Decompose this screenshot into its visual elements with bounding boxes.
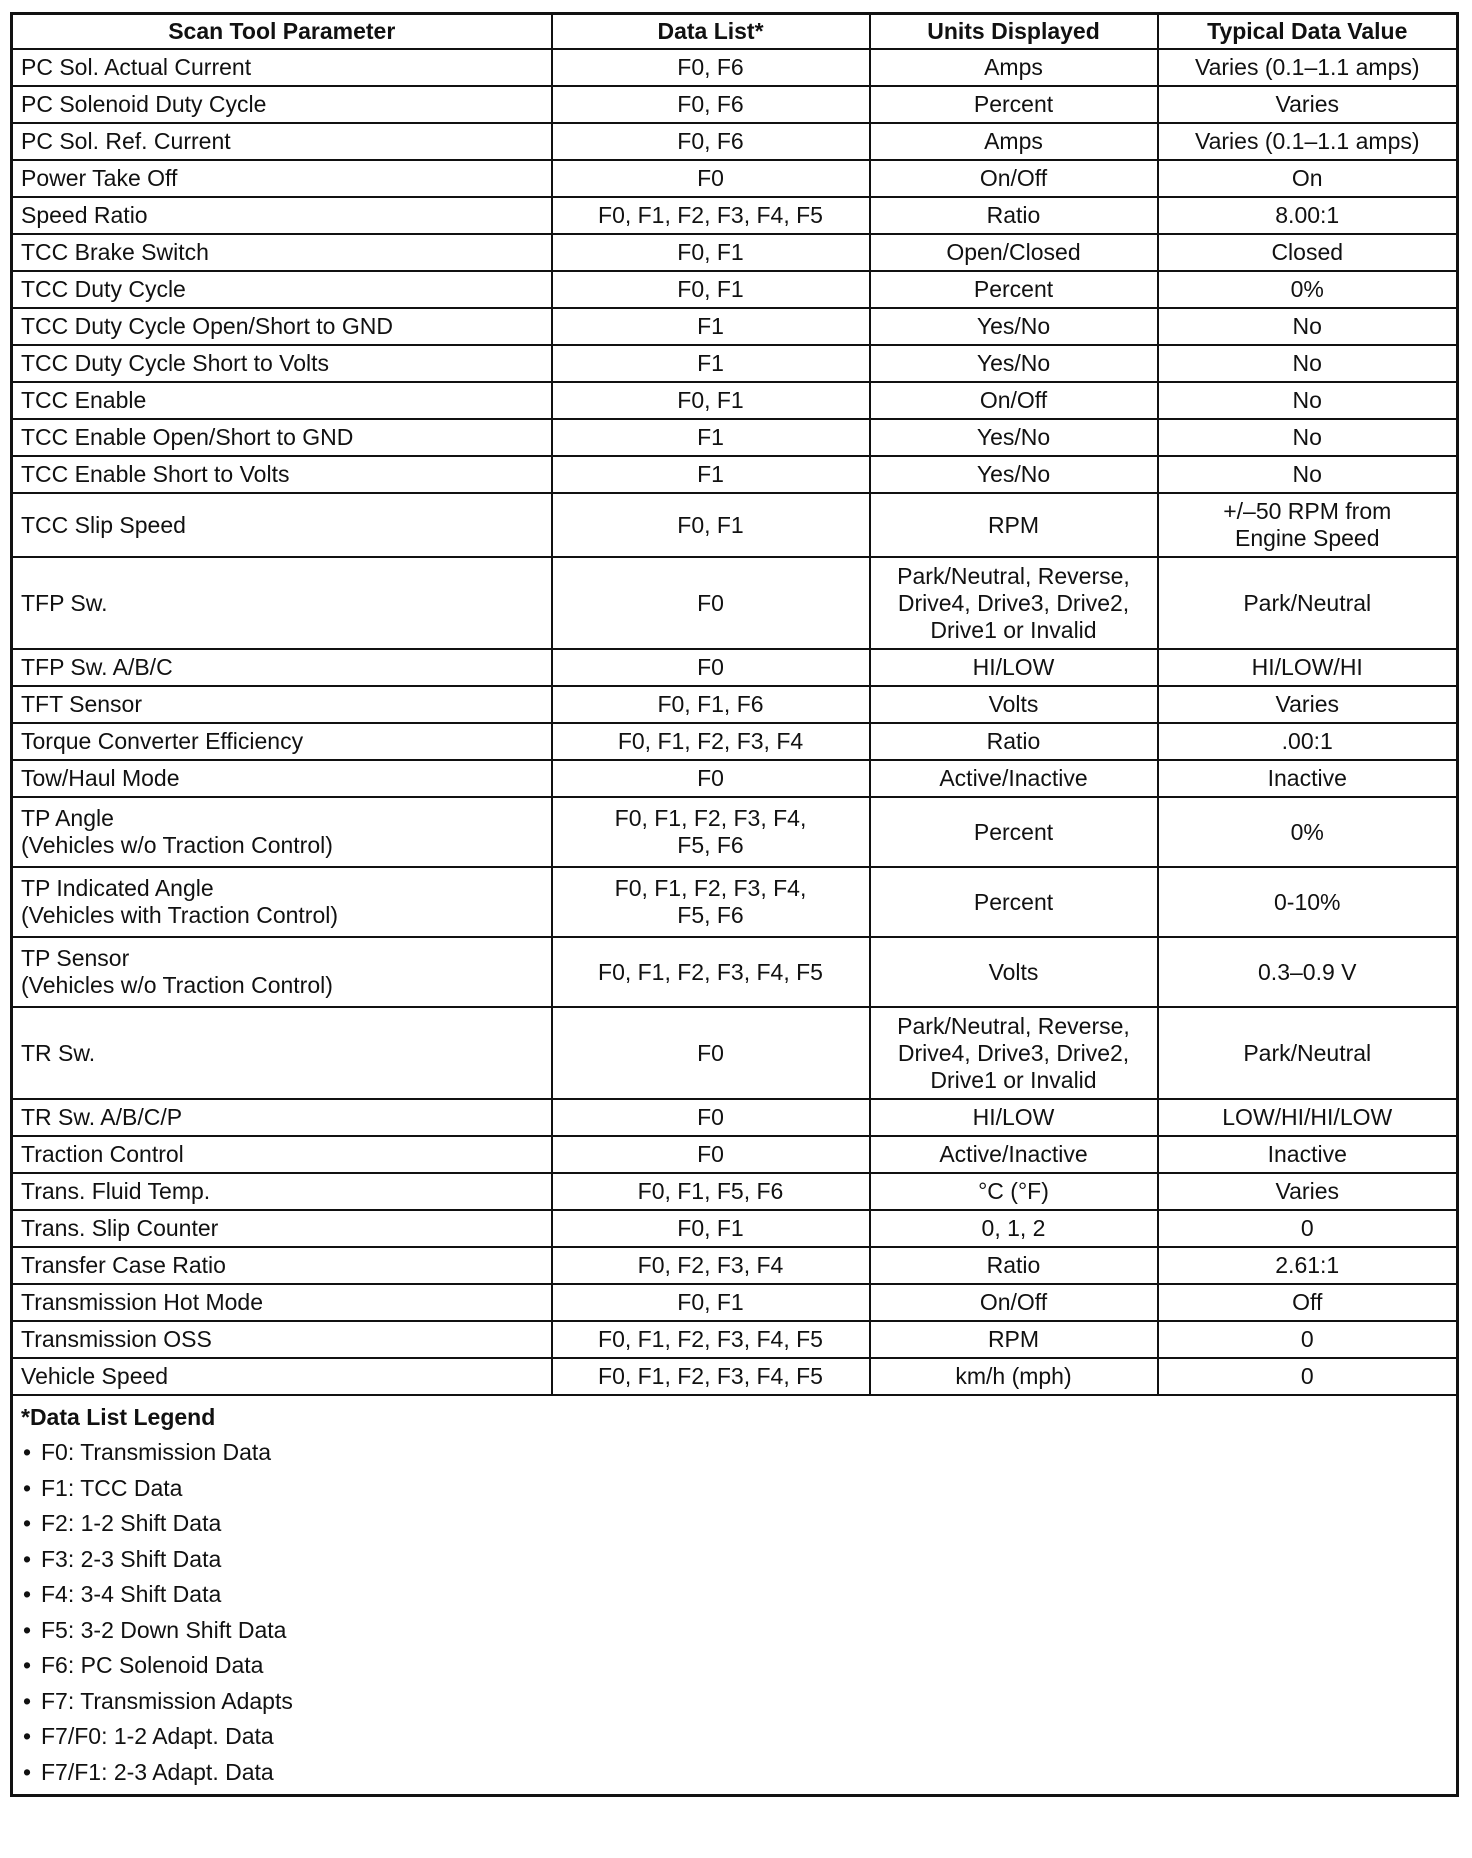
page bbox=[10, 12, 1456, 1797]
parameter-cell: Traction Control bbox=[12, 1136, 552, 1173]
parameter-cell: TCC Enable bbox=[12, 382, 552, 419]
parameter-cell: TR Sw. A/B/C/P bbox=[12, 1099, 552, 1136]
data-list-line: F5, F6 bbox=[677, 902, 744, 928]
parameter-cell: Tow/Haul Mode bbox=[12, 760, 552, 797]
data-list-cell: F0, F1 bbox=[552, 1284, 870, 1321]
table-row bbox=[12, 197, 1458, 234]
scan-tool-parameter-table bbox=[10, 12, 1459, 1797]
units-cell: Volts bbox=[870, 937, 1158, 1007]
table-row bbox=[12, 123, 1458, 160]
legend-item: • F1: TCC Data bbox=[21, 1471, 1448, 1507]
parameter-cell: TCC Duty Cycle Open/Short to GND bbox=[12, 308, 552, 345]
parameter-cell: Transfer Case Ratio bbox=[12, 1247, 552, 1284]
header-data-list: Data List* bbox=[552, 14, 870, 50]
typical-cell: Inactive bbox=[1158, 760, 1458, 797]
typical-cell: 0 bbox=[1158, 1321, 1458, 1358]
data-list-line: F0, F1, F2, F3, F4, bbox=[614, 875, 807, 901]
table-row bbox=[12, 760, 1458, 797]
parameter-cell: TFP Sw. bbox=[12, 557, 552, 649]
typical-cell: 2.61:1 bbox=[1158, 1247, 1458, 1284]
table-row bbox=[12, 1136, 1458, 1173]
header-units: Units Displayed bbox=[870, 14, 1158, 50]
table-row bbox=[12, 493, 1458, 557]
data-list-cell: F0, F1 bbox=[552, 382, 870, 419]
parameter-cell: TCC Duty Cycle bbox=[12, 271, 552, 308]
typical-cell: 0-10% bbox=[1158, 867, 1458, 937]
table-row bbox=[12, 308, 1458, 345]
data-list-cell: F0, F1 bbox=[552, 271, 870, 308]
typical-line: Engine Speed bbox=[1234, 525, 1380, 551]
legend-item: • F5: 3-2 Down Shift Data bbox=[21, 1613, 1448, 1649]
table-row bbox=[12, 797, 1458, 867]
parameter-cell: Vehicle Speed bbox=[12, 1358, 552, 1395]
typical-line: +/–50 RPM from bbox=[1223, 498, 1392, 524]
typical-cell: Varies bbox=[1158, 86, 1458, 123]
table-row bbox=[12, 1007, 1458, 1099]
parameter-cell: Torque Converter Efficiency bbox=[12, 723, 552, 760]
header-row bbox=[12, 14, 1458, 50]
typical-cell: Closed bbox=[1158, 234, 1458, 271]
table-row bbox=[12, 686, 1458, 723]
units-cell: Yes/No bbox=[870, 419, 1158, 456]
parameter-cell: TCC Duty Cycle Short to Volts bbox=[12, 345, 552, 382]
legend-cell bbox=[12, 1395, 1458, 1796]
table-row bbox=[12, 419, 1458, 456]
typical-cell: 0% bbox=[1158, 271, 1458, 308]
units-cell: Percent bbox=[870, 86, 1158, 123]
data-list-cell: F0 bbox=[552, 1136, 870, 1173]
data-list-cell: F1 bbox=[552, 419, 870, 456]
table-row bbox=[12, 649, 1458, 686]
units-cell: 0, 1, 2 bbox=[870, 1210, 1158, 1247]
typical-cell: LOW/HI/HI/LOW bbox=[1158, 1099, 1458, 1136]
parameter-cell: PC Sol. Ref. Current bbox=[12, 123, 552, 160]
table-row bbox=[12, 49, 1458, 86]
parameter-note: (Vehicles w/o Traction Control) bbox=[21, 832, 333, 858]
data-list-cell: F1 bbox=[552, 308, 870, 345]
data-list-cell: F0, F1, F6 bbox=[552, 686, 870, 723]
typical-cell: HI/LOW/HI bbox=[1158, 649, 1458, 686]
parameter-cell bbox=[12, 937, 552, 1007]
parameter-cell: Transmission Hot Mode bbox=[12, 1284, 552, 1321]
table-row bbox=[12, 345, 1458, 382]
data-list-cell: F1 bbox=[552, 345, 870, 382]
legend-item: • F7: Transmission Adapts bbox=[21, 1684, 1448, 1720]
units-cell bbox=[870, 1007, 1158, 1099]
units-cell: Ratio bbox=[870, 197, 1158, 234]
data-list-cell: F0 bbox=[552, 649, 870, 686]
data-list-cell: F1 bbox=[552, 456, 870, 493]
parameter-line: TP Angle bbox=[21, 805, 114, 831]
parameter-cell: TR Sw. bbox=[12, 1007, 552, 1099]
typical-cell: Park/Neutral bbox=[1158, 1007, 1458, 1099]
units-line: Drive4, Drive3, Drive2, bbox=[897, 589, 1130, 616]
table-row bbox=[12, 1247, 1458, 1284]
parameter-note: (Vehicles with Traction Control) bbox=[21, 902, 339, 928]
data-list-cell bbox=[552, 797, 870, 867]
units-cell: Open/Closed bbox=[870, 234, 1158, 271]
parameter-cell: TFP Sw. A/B/C bbox=[12, 649, 552, 686]
legend-item: • F7/F0: 1-2 Adapt. Data bbox=[21, 1719, 1448, 1755]
data-list-cell: F0, F1, F5, F6 bbox=[552, 1173, 870, 1210]
table-row bbox=[12, 723, 1458, 760]
table-row bbox=[12, 86, 1458, 123]
data-list-line: F0, F1, F2, F3, F4, bbox=[614, 805, 807, 831]
legend-row bbox=[12, 1395, 1458, 1796]
parameter-cell: TCC Slip Speed bbox=[12, 493, 552, 557]
legend-list bbox=[21, 1435, 1448, 1790]
table-row bbox=[12, 557, 1458, 649]
data-list-cell: F0, F6 bbox=[552, 49, 870, 86]
table-row bbox=[12, 1099, 1458, 1136]
data-list-cell: F0, F1, F2, F3, F4, F5 bbox=[552, 197, 870, 234]
units-line: Park/Neutral, Reverse, bbox=[897, 562, 1130, 589]
table-row bbox=[12, 271, 1458, 308]
table-row bbox=[12, 867, 1458, 937]
typical-cell: Inactive bbox=[1158, 1136, 1458, 1173]
units-cell: km/h (mph) bbox=[870, 1358, 1158, 1395]
typical-cell bbox=[1158, 493, 1458, 557]
data-list-cell: F0, F1, F2, F3, F4 bbox=[552, 723, 870, 760]
data-list-cell: F0 bbox=[552, 557, 870, 649]
units-line: Drive1 or Invalid bbox=[930, 1066, 1097, 1093]
data-list-cell: F0, F1, F2, F3, F4, F5 bbox=[552, 937, 870, 1007]
parameter-cell: PC Solenoid Duty Cycle bbox=[12, 86, 552, 123]
parameter-cell: TCC Brake Switch bbox=[12, 234, 552, 271]
typical-cell: 8.00:1 bbox=[1158, 197, 1458, 234]
units-cell: Yes/No bbox=[870, 308, 1158, 345]
typical-cell: 0 bbox=[1158, 1358, 1458, 1395]
table-row bbox=[12, 1321, 1458, 1358]
units-cell: On/Off bbox=[870, 1284, 1158, 1321]
units-cell: Ratio bbox=[870, 1247, 1158, 1284]
units-cell: Active/Inactive bbox=[870, 1136, 1158, 1173]
units-cell: Yes/No bbox=[870, 456, 1158, 493]
units-cell: Amps bbox=[870, 49, 1158, 86]
units-cell: Percent bbox=[870, 867, 1158, 937]
units-cell: HI/LOW bbox=[870, 1099, 1158, 1136]
units-cell: °C (°F) bbox=[870, 1173, 1158, 1210]
typical-cell: Park/Neutral bbox=[1158, 557, 1458, 649]
units-line: Drive1 or Invalid bbox=[930, 616, 1097, 643]
typical-cell: No bbox=[1158, 308, 1458, 345]
table-row bbox=[12, 160, 1458, 197]
legend-item: • F0: Transmission Data bbox=[21, 1435, 1448, 1471]
data-list-cell: F0, F2, F3, F4 bbox=[552, 1247, 870, 1284]
typical-cell: 0.3–0.9 V bbox=[1158, 937, 1458, 1007]
table-row bbox=[12, 1173, 1458, 1210]
parameter-cell: Transmission OSS bbox=[12, 1321, 552, 1358]
parameter-note: (Vehicles w/o Traction Control) bbox=[21, 972, 333, 998]
units-cell: On/Off bbox=[870, 382, 1158, 419]
units-cell: On/Off bbox=[870, 160, 1158, 197]
units-line: Park/Neutral, Reverse, bbox=[897, 1012, 1130, 1039]
legend-title: *Data List Legend bbox=[21, 1404, 216, 1430]
data-list-cell: F0 bbox=[552, 1099, 870, 1136]
units-cell: RPM bbox=[870, 493, 1158, 557]
units-cell: Active/Inactive bbox=[870, 760, 1158, 797]
typical-cell: No bbox=[1158, 345, 1458, 382]
parameter-cell bbox=[12, 797, 552, 867]
data-list-cell: F0 bbox=[552, 160, 870, 197]
parameter-cell: Power Take Off bbox=[12, 160, 552, 197]
table-row bbox=[12, 1284, 1458, 1321]
units-cell: Percent bbox=[870, 797, 1158, 867]
typical-cell: Varies (0.1–1.1 amps) bbox=[1158, 49, 1458, 86]
units-cell: Yes/No bbox=[870, 345, 1158, 382]
parameter-cell: Trans. Fluid Temp. bbox=[12, 1173, 552, 1210]
units-cell: Amps bbox=[870, 123, 1158, 160]
table-row bbox=[12, 234, 1458, 271]
table-row bbox=[12, 1210, 1458, 1247]
data-list-cell: F0, F1 bbox=[552, 1210, 870, 1247]
units-cell: Ratio bbox=[870, 723, 1158, 760]
data-list-cell: F0 bbox=[552, 760, 870, 797]
units-line: Drive4, Drive3, Drive2, bbox=[897, 1039, 1130, 1066]
legend-item: • F7/F1: 2-3 Adapt. Data bbox=[21, 1755, 1448, 1791]
typical-cell: No bbox=[1158, 382, 1458, 419]
table-row bbox=[12, 456, 1458, 493]
table-row bbox=[12, 937, 1458, 1007]
table-row bbox=[12, 382, 1458, 419]
data-list-cell: F0, F1 bbox=[552, 234, 870, 271]
parameter-cell: TCC Enable Short to Volts bbox=[12, 456, 552, 493]
data-list-cell bbox=[552, 867, 870, 937]
data-list-cell: F0, F6 bbox=[552, 86, 870, 123]
parameter-cell: PC Sol. Actual Current bbox=[12, 49, 552, 86]
typical-cell: Off bbox=[1158, 1284, 1458, 1321]
typical-cell: No bbox=[1158, 456, 1458, 493]
header-parameter: Scan Tool Parameter bbox=[12, 14, 552, 50]
data-list-cell: F0, F1 bbox=[552, 493, 870, 557]
header-typical: Typical Data Value bbox=[1158, 14, 1458, 50]
parameter-line: TP Sensor bbox=[21, 945, 130, 971]
parameter-cell bbox=[12, 867, 552, 937]
typical-cell: Varies (0.1–1.1 amps) bbox=[1158, 123, 1458, 160]
typical-cell: Varies bbox=[1158, 686, 1458, 723]
parameter-cell: TFT Sensor bbox=[12, 686, 552, 723]
typical-cell: .00:1 bbox=[1158, 723, 1458, 760]
units-cell: Volts bbox=[870, 686, 1158, 723]
legend-item: • F3: 2-3 Shift Data bbox=[21, 1542, 1448, 1578]
typical-cell: No bbox=[1158, 419, 1458, 456]
units-cell bbox=[870, 557, 1158, 649]
parameter-cell: Trans. Slip Counter bbox=[12, 1210, 552, 1247]
data-list-line: F5, F6 bbox=[677, 832, 744, 858]
typical-cell: 0% bbox=[1158, 797, 1458, 867]
legend-item: • F6: PC Solenoid Data bbox=[21, 1648, 1448, 1684]
units-cell: HI/LOW bbox=[870, 649, 1158, 686]
data-list-cell: F0, F1, F2, F3, F4, F5 bbox=[552, 1358, 870, 1395]
typical-cell: On bbox=[1158, 160, 1458, 197]
typical-cell: 0 bbox=[1158, 1210, 1458, 1247]
units-cell: Percent bbox=[870, 271, 1158, 308]
table-row bbox=[12, 1358, 1458, 1395]
parameter-cell: TCC Enable Open/Short to GND bbox=[12, 419, 552, 456]
data-list-cell: F0, F6 bbox=[552, 123, 870, 160]
typical-cell: Varies bbox=[1158, 1173, 1458, 1210]
units-cell: RPM bbox=[870, 1321, 1158, 1358]
parameter-cell: Speed Ratio bbox=[12, 197, 552, 234]
legend-item: • F2: 1-2 Shift Data bbox=[21, 1506, 1448, 1542]
parameter-line: TP Indicated Angle bbox=[21, 875, 214, 901]
legend-item: • F4: 3-4 Shift Data bbox=[21, 1577, 1448, 1613]
data-list-cell: F0 bbox=[552, 1007, 870, 1099]
data-list-cell: F0, F1, F2, F3, F4, F5 bbox=[552, 1321, 870, 1358]
